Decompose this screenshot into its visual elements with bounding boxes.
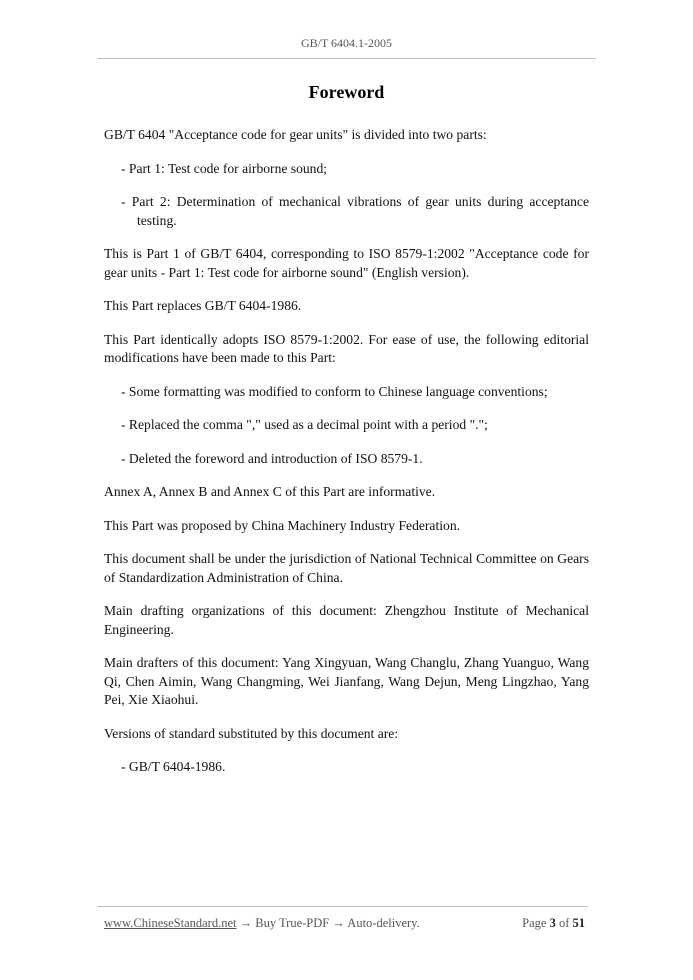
page-label: Page (522, 916, 547, 930)
list-item: - GB/T 6404-1986. (121, 759, 226, 774)
list-item: - Replaced the comma "," used as a decimal point with a period "."; (121, 417, 488, 432)
footer-promo-text: → Buy True-PDF → Auto-delivery. (236, 916, 420, 930)
footer-divider (97, 906, 588, 907)
page-title: Foreword (308, 82, 385, 102)
header-divider (97, 58, 596, 59)
paragraph: This is Part 1 of GB/T 6404, corresponding to ISO 8579-1:2002 "Acceptance code for gear units - Part 1: Test code for airborne sound" (English version). (104, 246, 589, 280)
list-item: - Part 1: Test code for airborne sound; (121, 160, 328, 176)
paragraph: Main drafters of this document: Yang Xingyuan, Wang Changlu, Zhang Yuanguo, Wang Qi, Chen Aimin, Wang Changming, Wei Jianfang, Wang Dejun, Meng Lingzhao, Yang Pei, Xie Xiaohui. (104, 655, 589, 707)
page-counter (522, 916, 585, 931)
paragraph: Annex A, Annex B and Annex C of this Part are informative. (104, 484, 436, 499)
page-current: 3 (549, 916, 556, 930)
page-of-label: of (558, 916, 570, 930)
list-item: - Deleted the foreword and introduction of ISO 8579-1. (121, 450, 423, 466)
paragraph: This Part replaces GB/T 6404-1986. (104, 298, 302, 313)
paragraph: This document shall be under the jurisdiction of National Technical Committee on Gears of Standardization Administration of China. (104, 551, 589, 585)
list-item: - Some formatting was modified to conform to Chinese language conventions; (121, 383, 548, 399)
site-link[interactable]: www.ChineseStandard.net (104, 916, 237, 930)
foreword-body (104, 126, 589, 792)
paragraph: GB/T 6404 "Acceptance code for gear units" is divided into two parts: (104, 127, 487, 142)
paragraph: This Part identically adopts ISO 8579-1:2002. For ease of use, the following editorial modifications have been made to this Part: (104, 331, 589, 365)
paragraph: Main drafting organizations of this document: Zhengzhou Institute of Mechanical Engineering. (104, 603, 589, 637)
paragraph: Versions of standard substituted by this document are: (104, 725, 399, 741)
running-header: GB/T 6404.1-2005 (300, 36, 393, 50)
paragraph: This Part was proposed by China Machinery Industry Federation. (104, 517, 461, 533)
list-item: - Part 2: Determination of mechanical vibrations of gear units during acceptance testing. (121, 194, 589, 228)
page-total: 51 (572, 916, 585, 930)
page-footer (104, 916, 585, 931)
footer-promo (104, 916, 420, 931)
